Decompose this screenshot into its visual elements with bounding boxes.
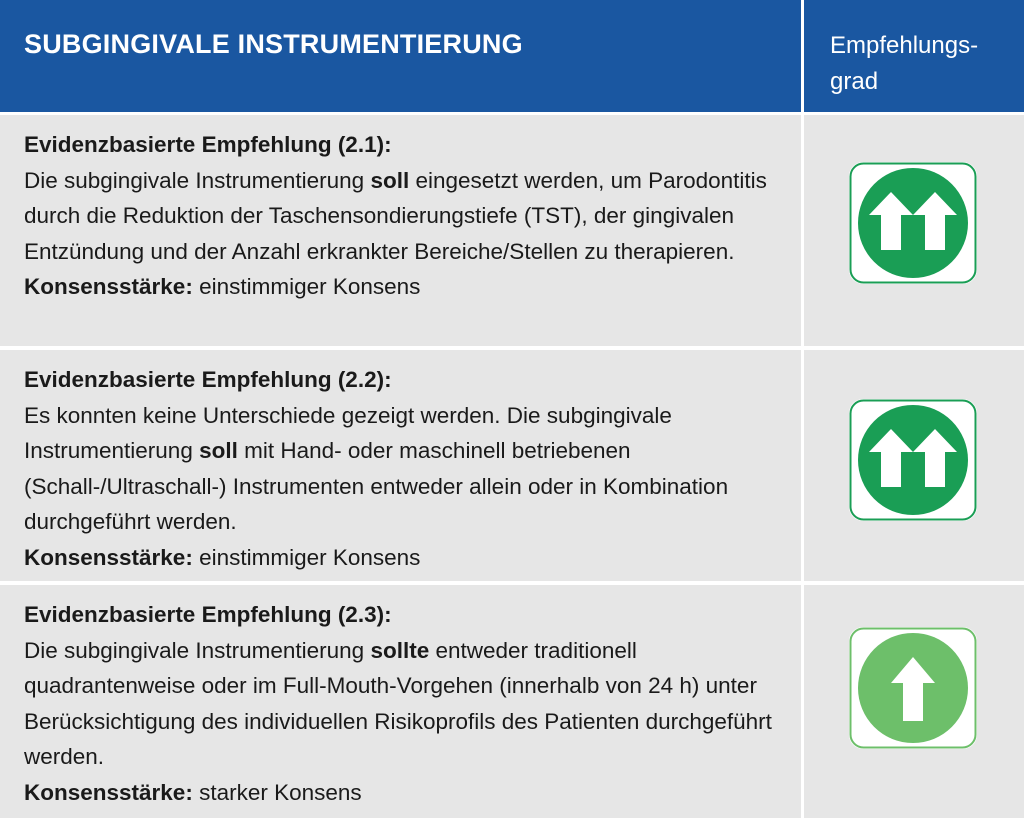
recommendation-text	[24, 127, 799, 305]
table-title: SUBGINGIVALE INSTRUMENTIERUNG	[24, 29, 523, 59]
recommendation-keyword: sollte	[370, 637, 430, 663]
recommendation-body: Die subgingivale Instrumentierung soll eingesetzt werden, um Parodontitis durch die Reduktion der Taschensondierungstiefe (TST), der gingivalen Entzündung und der Anzahl erkrankter Bereiche/Stellen zu therapieren.	[24, 167, 767, 264]
grade-header-line2: grad	[830, 68, 879, 95]
recommendation-keyword: soll	[199, 438, 238, 463]
recommendation-body: Es konnten keine Unterschiede gezeigt werden. Die subgingivale Instrumentierung soll mit Hand- oder maschinell betriebenen (Schall-/Ultraschall-) Instrumenten entweder allein oder in Kombination durchgeführt werden.	[24, 402, 729, 534]
grade-column-header	[830, 28, 1010, 100]
grade-header-line1: Empfehlungs-	[830, 32, 979, 59]
grade-badge	[849, 399, 977, 521]
column-divider	[801, 585, 804, 818]
consensus-label: Konsensstärke:	[24, 779, 193, 805]
double-up-arrow-icon	[849, 399, 977, 521]
consensus-label: Konsensstärke:	[24, 544, 193, 570]
consensus-strength	[24, 775, 799, 811]
double-up-arrow-icon	[849, 162, 977, 284]
grade-badge	[849, 627, 977, 749]
consensus-strength	[24, 269, 799, 305]
consensus-value: starker Konsens	[192, 779, 362, 805]
consensus-value: einstimmiger Konsens	[192, 274, 421, 299]
column-divider	[801, 115, 804, 346]
recommendation-title: Evidenzbasierte Empfehlung (2.2):	[24, 367, 392, 392]
single-up-arrow-icon	[849, 627, 977, 749]
recommendation-text	[24, 362, 799, 575]
header-divider	[801, 0, 804, 112]
recommendation-row	[0, 585, 1024, 818]
recommendation-row	[0, 350, 1024, 581]
table-header	[0, 0, 1024, 112]
column-divider	[801, 350, 804, 581]
recommendation-keyword: soll	[370, 167, 410, 193]
consensus-label: Konsensstärke:	[24, 274, 193, 299]
recommendation-body: Die subgingivale Instrumentierung sollte entweder traditionell quadrantenweise oder im Full-Mouth-Vorgehen (innerhalb von 24 h) unter Berücksichtigung des individuellen Risikoprofils des Patienten durchgeführt werden.	[24, 637, 772, 769]
grade-badge	[849, 162, 977, 284]
consensus-value: einstimmiger Konsens	[192, 544, 421, 570]
recommendation-title: Evidenzbasierte Empfehlung (2.1):	[24, 132, 392, 157]
recommendation-row	[0, 115, 1024, 346]
consensus-strength	[24, 540, 799, 576]
recommendation-title: Evidenzbasierte Empfehlung (2.3):	[24, 602, 392, 627]
recommendation-text	[24, 597, 799, 810]
